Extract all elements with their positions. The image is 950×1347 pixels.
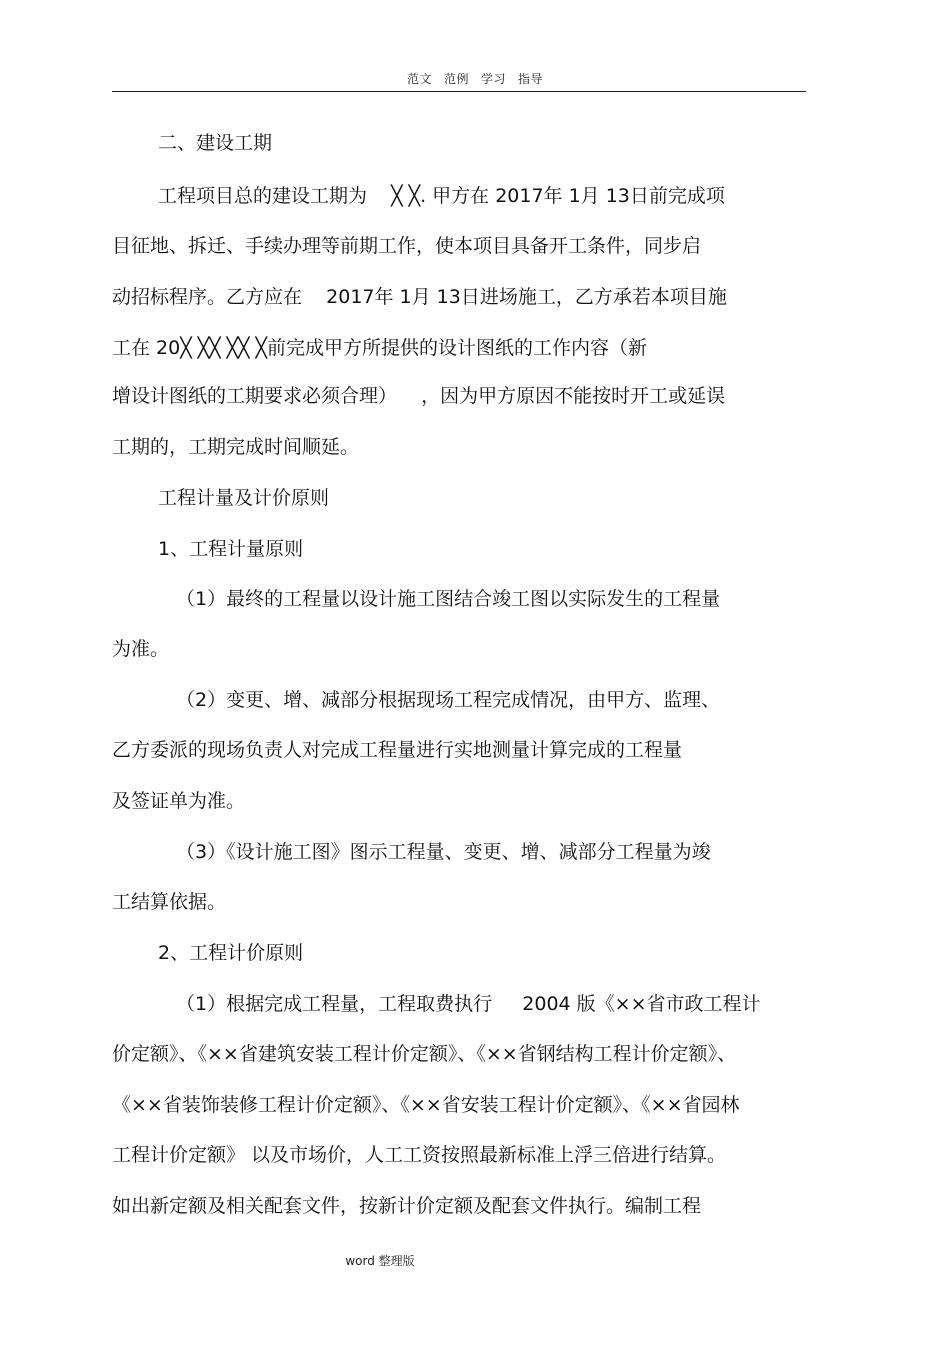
subsection-heading: 1、工程计量原则 — [158, 538, 304, 560]
body-line: 工程项目总的建设工期为 ╳ ╳. 甲方在 2017年 1月 13日前完成项 — [158, 185, 725, 207]
body-line: 为准。 — [112, 638, 170, 660]
header-item: 指导 — [518, 72, 544, 86]
header-item: 学习 — [481, 72, 507, 86]
body-line: （1）最终的工程量以设计施工图结合竣工图以实际发生的工程量 — [176, 588, 721, 610]
page-footer: word 整理版 — [345, 1254, 415, 1268]
subsection-heading: 2、工程计价原则 — [158, 942, 304, 964]
body-line: 工期的，工期完成时间顺延。 — [112, 436, 360, 458]
body-line: （1）根据完成工程量，工程取费执行 2004 版《××省市政工程计 — [176, 993, 761, 1015]
body-line: 增设计图纸的工期要求必须合理） ，因为甲方原因不能按时开工或延误 — [112, 385, 726, 407]
body-line: 动招标程序。乙方应在 2017年 1月 13日进场施工，乙方承若本项目施 — [112, 286, 727, 308]
body-line: 价定额》、《××省建筑安装工程计价定额》、《××省钢结构工程计价定额》、 — [112, 1043, 737, 1065]
section-heading: 二、建设工期 — [158, 132, 273, 154]
body-line: 乙方委派的现场负责人对完成工程量进行实地测量计算完成的工程量 — [112, 739, 683, 761]
header-rule — [112, 91, 806, 92]
body-line: 及签证单为准。 — [112, 790, 246, 812]
header-item: 范文 — [406, 72, 432, 86]
body-line: 如出新定额及相关配套文件，按新计价定额及配套文件执行。编制工程 — [112, 1195, 702, 1217]
body-line: 工结算依据。 — [112, 891, 227, 913]
section-heading: 工程计量及计价原则 — [158, 487, 330, 509]
body-line: 工程计价定额》 以及市场价，人工工资按照最新标准上浮三倍进行结算。 — [112, 1144, 727, 1166]
body-line: （2）变更、增、减部分根据现场工程完成情况，由甲方、监理、 — [176, 689, 721, 711]
body-line: （3）《设计施工图》图示工程量、变更、增、减部分工程量为竣 — [176, 841, 711, 863]
body-line: 目征地、拆迁、手续办理等前期工作，使本项目具备开工条件，同步启 — [112, 235, 702, 257]
body-line: 《××省装饰装修工程计价定额》、《××省安装工程计价定额》、《××省园林 — [112, 1094, 740, 1116]
body-line: 工在 20╳ ╳╳ ╳╳ ╳前完成甲方所提供的设计图纸的工作内容（新 — [112, 337, 647, 359]
header-item: 范例 — [443, 72, 469, 86]
page-header — [0, 70, 950, 87]
